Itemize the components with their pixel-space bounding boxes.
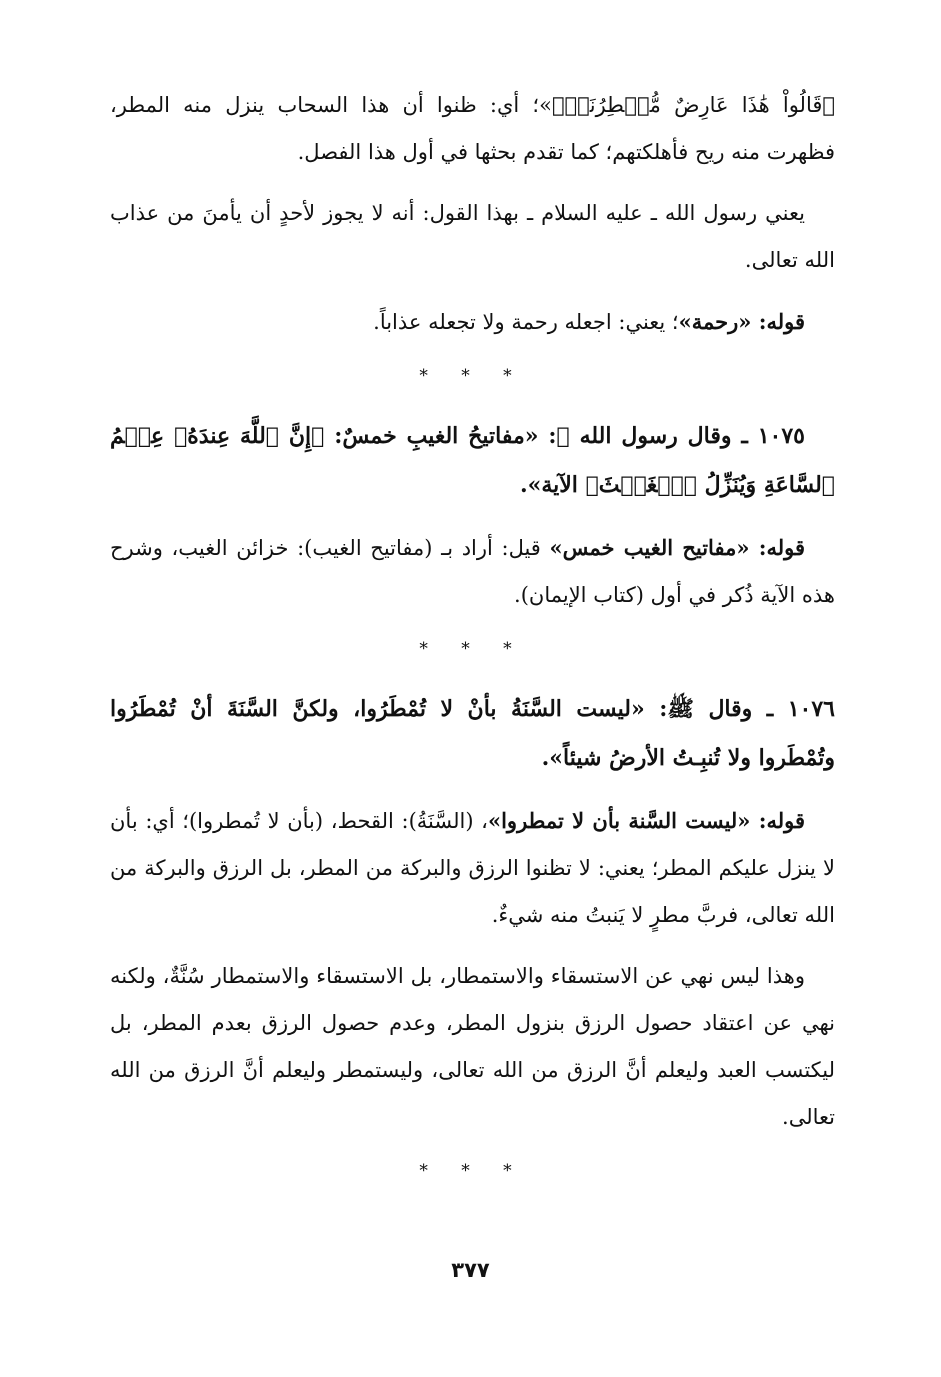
paragraph-2-text: يعني رسول الله ـ عليه السلام ـ بهذا القول: أنه لا يجوز لأحدٍ أن يأمنَ من عذاب الله تعالى. (110, 201, 835, 272)
paragraph-5-text: قيل: أراد بـ (مفاتيح الغيب): خزائن الغيب، وشرح هذه الآية ذُكر في أول (كتاب الإيمان). (110, 536, 835, 607)
hadith-1075 (110, 412, 835, 510)
paragraph-7-text: ، (السَّنَةُ): القحط، (بأن لا تُمطروا)؛ أي: بأن لا ينزل عليكم المطر؛ يعني: لا تظنوا الرزق والبركة من المطر، بل الرزق والبركة من الله تعالى، فربَّ مطرٍ لا يَنبتُ منه شيءٌ. (110, 809, 835, 927)
paragraph-3-text: ؛ يعني: اجعله رحمة ولا تجعله عذاباً. (373, 310, 679, 334)
paragraph-1-text: ﴿قَالُواْ هَٰذَا عَارِضٌ مُّمۡطِرُنَاۚ﴾»؛ أي: ظنوا أن هذا السحاب ينزل منه المطر، فظهرت منه ريح فأهلكتهم؛ كما تقدم بحثها في أول هذا الفصل. (110, 93, 835, 164)
paragraph-7 (110, 797, 835, 939)
page-number: ٣٧٧ (451, 1258, 490, 1282)
hadith-1076-text: ١٠٧٦ ـ وقال ﷺ: «ليست السَّنَةُ بأنْ لا تُمْطَرُوا، ولكنَّ السَّنَةَ أنْ تُمْطَرُوا وتُمْطَروا ولا تُنبِـتُ الأرضُ شيئاً». (110, 696, 835, 771)
paragraph-2 (110, 190, 835, 284)
paragraph-1 (110, 82, 835, 176)
paragraph-8-text: وهذا ليس نهي عن الاستسقاء والاستمطار، بل الاستسقاء والاستمطار سُنَّةٌ، ولكنه نهي عن اعتقاد حصول الرزق بنزول المطر، وعدم حصول الرزق بعدم المطر، بل ليكتسب العبد وليعلم أنَّ الرزق من الله تعالى، وليستمطر وليعلم أنَّ الرزق من الله تعالى. (110, 964, 835, 1129)
paragraph-8 (110, 953, 835, 1141)
paragraph-3-lemma: قوله: «رحمة» (678, 309, 805, 334)
hadith-1075-text: ١٠٧٥ ـ وقال رسول الله ﷺ: «مفاتيحُ الغيبِ خمسٌ: ﴿إِنَّ ٱللَّهَ عِندَهُۥ عِلۡمُ ٱلسَّاعَةِ وَيُنَزِّلُ ٱلۡغَيۡثَ﴾ الآية». (110, 423, 835, 498)
section-separator-3: * * * (419, 1161, 526, 1181)
page-body (110, 82, 835, 1207)
hadith-1076 (110, 685, 835, 783)
paragraph-5-lemma: قوله: «مفاتيح الغيب خمس» (549, 535, 806, 560)
paragraph-7-lemma: قوله: «ليست السَّنة بأن لا تمطروا» (487, 808, 806, 833)
paragraph-3 (110, 298, 835, 346)
section-separator-2: * * * (419, 639, 526, 659)
paragraph-5 (110, 524, 835, 619)
section-separator-1: * * * (419, 366, 526, 386)
